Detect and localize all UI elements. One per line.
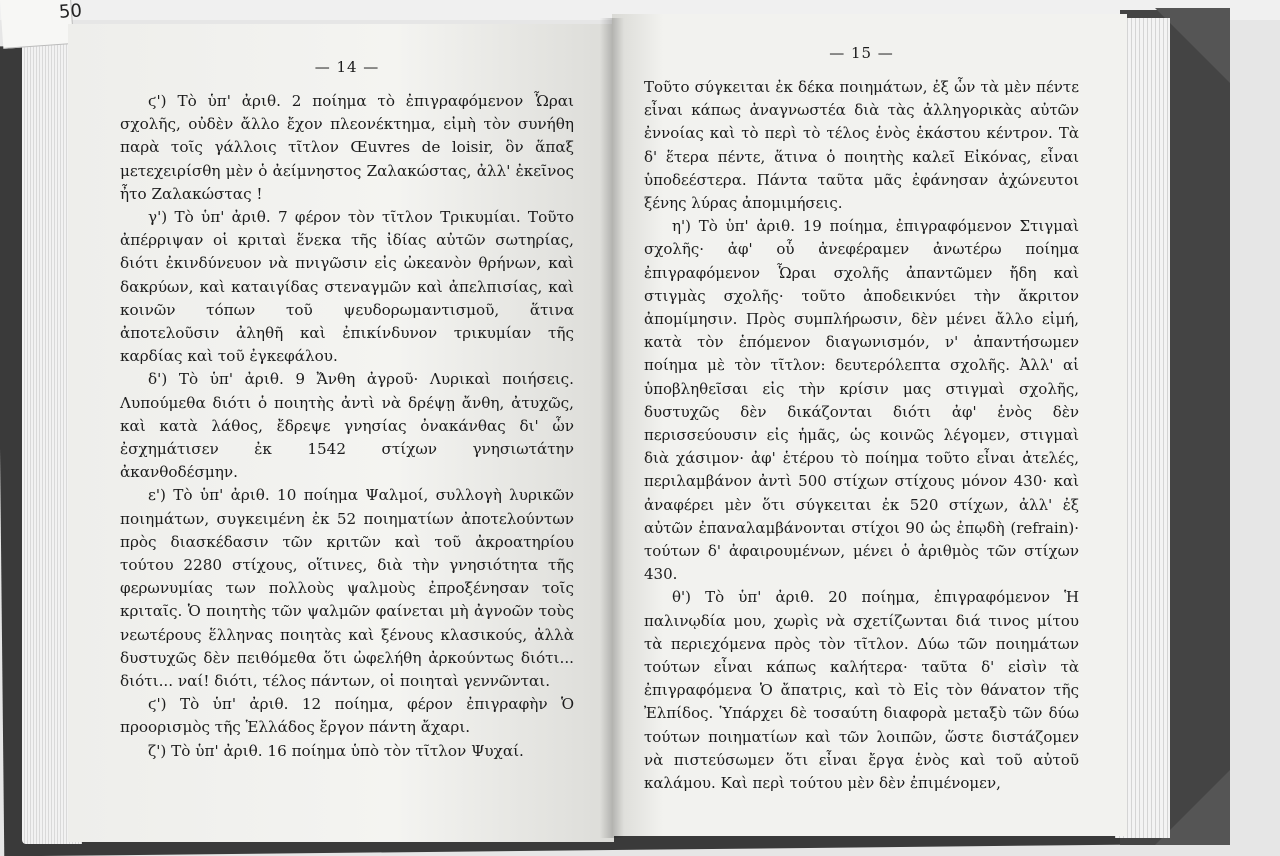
book-gutter xyxy=(600,18,624,838)
left-page-text xyxy=(120,90,574,763)
paragraph: ε') Τὸ ὑπ' ἀριθ. 10 ποίημα Ψαλμοί, συλλογὴ λυρικῶν ποιημάτων, συγκειμένη ἐκ 52 ποιηματίων ἀποτελούντων πρὸς διασκέδασιν τῶν κριτῶν καὶ τοῦ ἀκροατηρίου τούτου 2280 στίχους, οἵτινες, διὰ τὴν γνησιότητα τῆς φερωνυμίας των πολλοὺς ψαλμοὺς ἐπροξένησαν τοῖς κριταῖς. Ὁ ποιητὴς τῶν ψαλμῶν φαίνεται μὴ ἀγνοῶν τοὺς νεωτέρους ἕλληνας ποιητὰς καὶ ξένους κλασικούς, ἀλλὰ δυστυχῶς δὲν πειθόμεθα ὅτι ὠφελήθη ἀρκούντως διότι... διότι... ναί! διότι, τέλος πάντων, οἱ ποιηταὶ γεννῶνται. xyxy=(120,486,574,691)
paragraph: ζ') Τὸ ὑπ' ἀριθ. 16 ποίημα ὑπὸ τὸν τῖτλον Ψυχαί. xyxy=(148,741,524,760)
paragraph: γ') Τὸ ὑπ' ἀριθ. 7 φέρον τὸν τῖτλον Τρικυμίαι. Τοῦτο ἀπέρριψαν οἱ κριταὶ ἕνεκα τῆς ἰδίας αὐτῶν σωτηρίας, διότι ἐκινδύνευον νὰ πνιγῶσιν εἰς ὠκεανὸν θρήνων, καὶ δακρύων, καὶ καταιγίδας στεναγμῶν καὶ ἀπελπισίας, καὶ κοινῶν τόπων τοῦ ψευδορωμαντισμοῦ, ἅτινα ἀποτελοῦσιν ἀληθῆ καὶ ἐπικίνδυνον τρικυμίαν τῆς καρδίας καὶ τοῦ ἐγκεφάλου. xyxy=(120,208,574,366)
paragraph: ϛ') Τὸ ὑπ' ἀριθ. 12 ποίημα, φέρον ἐπιγραφὴν Ὁ προορισμὸς τῆς Ἑλλάδος ἔργον πάντη ἄχαρι. xyxy=(120,695,574,737)
right-page-text xyxy=(644,76,1079,795)
paragraph: Τοῦτο σύγκειται ἐκ δέκα ποιημάτων, ἐξ ὧν τὰ μὲν πέντε εἶναι κάπως ἀναγνωστέα διὰ τὰς ἀλληγορικὰς αὐτῶν ἐννοίας καὶ τὸ περὶ τὸ τέλος ἑνὸς ἑκάστου κέντρον. Τὰ δ' ἕτερα πέντε, ἅτινα ὁ ποιητὴς καλεῖ Εἰκόνας, εἶναι ὑποδεέστερα. Πάντα ταῦτα μᾶς ἐφάνησαν ἀχώνευτοι ξένης λύρας ἀπομιμήσεις. xyxy=(644,78,1079,213)
left-page xyxy=(68,24,614,842)
paragraph: δ') Τὸ ὑπ' ἀριθ. 9 Ἄνθη ἀγροῦ· Λυρικαὶ ποιήσεις. Λυπούμεθα διότι ὁ ποιητὴς ἀντὶ νὰ δρέψῃ ἄνθη, ἀτυχῶς, καὶ κατὰ λάθος, ἔδρεψε γνησίας ὀνακάνθας δι' ὧν ἐσχημάτισεν ἐκ 1542 στίχων γνησιωτάτην ἀκανθοδέσμην. xyxy=(120,370,574,482)
paragraph: η') Τὸ ὑπ' ἀριθ. 19 ποίημα, ἐπιγραφόμενον Στιγμαὶ σχολῆς· ἀφ' οὗ ἀνεφέραμεν ἀνωτέρω ποίημα ἐπιγραφόμενον Ὧραι σχολῆς ἀπαντῶμεν ἤδη καὶ στιγμὰς σχολῆς· τοῦτο ἀποδεικνύει τὴν ἄκριτον ἀπομίμησιν. Πρὸς συμπλήρωσιν, δὲν μένει ἄλλο εἰμή, κατὰ τὸν ἑπόμενον διαγωνισμόν, ν' ἀπαντήσωμεν ποίημα μὲ τὸν τῖτλον: δευτερόλεπτα σχολῆς. Ἀλλ' αἱ ὑποβληθεῖσαι εἰς τὴν κρίσιν μας στιγμαὶ σχολῆς, δυστυχῶς δὲν δικάζονται διότι ἀφ' ἑνὸς δὲν περισσεύουσιν εἰς ἡμᾶς, ὡς κοινῶς λέγομεν, στιγμαὶ διὰ χάσιμον· ἀφ' ἑτέρου τὸ ποίημα τοῦτο εἶναι ἀτελές, περιλαμβάνον ἀντὶ 500 στίχων στίχους μόνον 430· καὶ ἀναφέρει μὲν ὅτι σύγκειται ἐκ 520 στίχων, ἀλλ' ἐξ αὐτῶν ἐπαναλαμβάνονται στίχοι 90 ὡς ἐπῳδὴ (refrain)· τούτων δ' ἀφαιρουμένων, μένει ὁ ἀριθμὸς τῶν στίχων 430. xyxy=(644,217,1079,584)
page-number-right: — 15 — xyxy=(829,44,894,62)
spine-label xyxy=(0,0,83,49)
paragraph: ϛ') Τὸ ὑπ' ἀριθ. 2 ποίημα τὸ ἐπιγραφόμενον Ὧραι σχολῆς, οὐδὲν ἄλλο ἔχον πλεονέκτημα, εἰμὴ τὸν συνήθη παρὰ τοῖς γάλλοις τῖτλον Œuvres de loisir, ὃν ἅπαξ μετεχειρίσθη μὲν ὁ ἀείμνηστος Ζαλακώστας, ἀλλ' ἐκεῖνος ἦτο Ζαλακώστας ! xyxy=(120,92,574,203)
paragraph: θ') Τὸ ὑπ' ἀριθ. 20 ποίημα, ἐπιγραφόμενον Ἡ παλινῳδία μου, χωρὶς νὰ σχετίζωνται διά τινος μίτου τὰ περιεχόμενα πρὸς τὸν τῖτλον. Δύω τῶν ποιημάτων τούτων εἶναι κάπως καλήτερα· ταῦτα δ' εἰσὶν τὰ ἐπιγραφόμενα Ὁ ἄπατρις, καὶ τὸ Εἰς τὸν θάνατον τῆς Ἐλπίδος. Ὑπάρχει δὲ τοσαύτη διαφορὰ μεταξὺ τῶν δύω τούτων ποιηματίων καὶ τῶν λοιπῶν, ὥστε διστάζομεν νὰ πιστεύσωμεν ὅτι εἶναι ἔργα ἑνὸς καὶ τοῦ αὐτοῦ καλάμου. Καὶ περὶ τούτου μὲν δὲν ἐπιμένομεν, xyxy=(644,588,1079,793)
page-number-left: — 14 — xyxy=(314,58,380,76)
right-page xyxy=(612,14,1127,836)
spine-label-text: 50 xyxy=(58,0,83,23)
